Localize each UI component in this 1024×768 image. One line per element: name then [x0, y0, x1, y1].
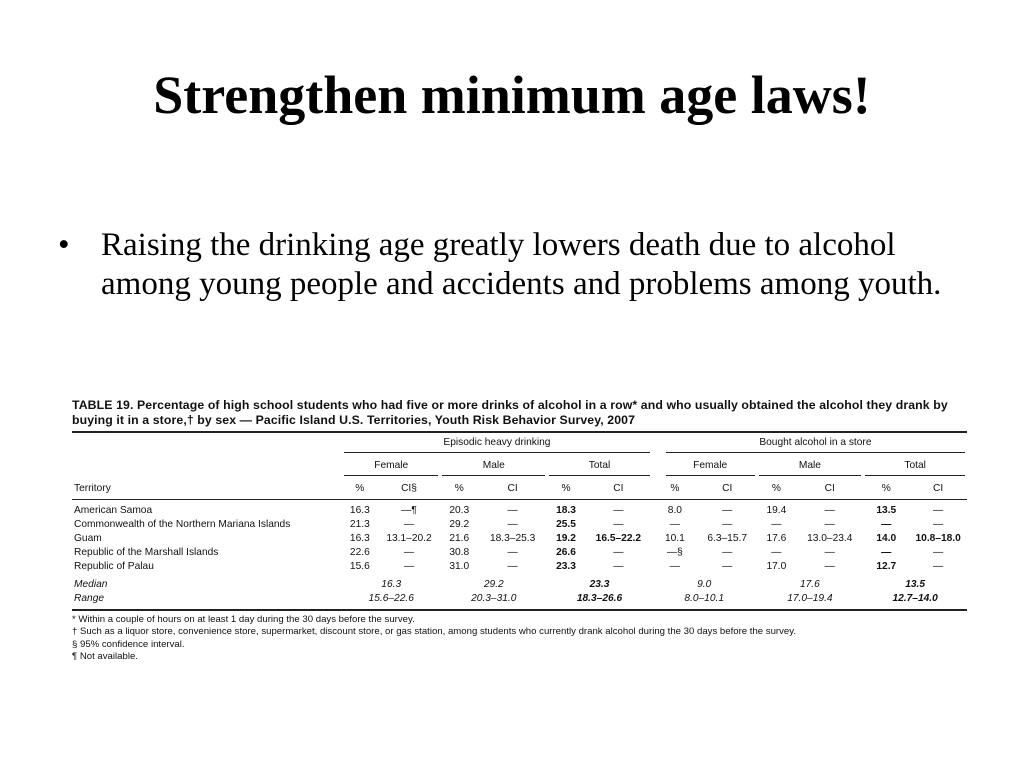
table-cell: 23.3 — [556, 561, 576, 572]
summary-value: 18.3–26.6 — [576, 593, 623, 604]
table-cell: —¶ — [401, 505, 417, 516]
table-cell: 14.0 — [876, 533, 897, 544]
summary-value: 17.0–19.4 — [787, 593, 833, 604]
table-cell: — — [933, 519, 944, 530]
table-cell: 16.3 — [349, 533, 370, 544]
column-header: CI — [613, 483, 624, 494]
table-cell: 8.0 — [667, 505, 682, 516]
table-cell: 25.5 — [556, 519, 576, 530]
table-cell: 6.3–15.7 — [707, 533, 748, 544]
bullet-text: Raising the drinking age greatly lowers death due to alcohol among young people and accidents and problems among youth. — [101, 227, 942, 302]
summary-row — [72, 592, 967, 610]
summary-value: 8.0–10.1 — [684, 593, 724, 604]
table-cell: — — [824, 547, 835, 558]
sub-header: Male — [440, 453, 547, 476]
data-table — [72, 431, 967, 611]
table-cell: 19.4 — [766, 505, 787, 516]
summary-label: Median — [74, 579, 108, 590]
column-header: % — [771, 483, 781, 494]
summary-value: 13.5 — [905, 579, 926, 590]
table-cell: 17.0 — [766, 561, 787, 572]
table-cell: 10.1 — [664, 533, 685, 544]
table-cell: — — [722, 505, 733, 516]
table-cell: 26.6 — [556, 547, 576, 558]
footnote: ¶ Not available. — [72, 650, 138, 662]
column-header: CI — [722, 483, 733, 494]
table-cell: — — [613, 561, 624, 572]
table-cell: 16.5–22.2 — [595, 533, 641, 544]
column-header: CI — [824, 483, 835, 494]
table-cell: 18.3 — [556, 505, 576, 516]
summary-row — [72, 574, 967, 592]
table-cell: — — [722, 561, 733, 572]
table-cell: — — [507, 547, 518, 558]
table-cell: — — [933, 505, 944, 516]
table-cell: — — [771, 519, 782, 530]
territory-cell: Republic of the Marshall Islands — [74, 547, 219, 558]
column-header: % — [881, 483, 891, 494]
column-header: % — [355, 483, 365, 494]
table-cell: — — [613, 547, 624, 558]
empty-header-cell — [72, 453, 342, 476]
bullet-point — [58, 226, 958, 304]
table-cell: — — [824, 505, 835, 516]
table-cell: 20.3 — [449, 505, 470, 516]
column-header-territory: Territory — [74, 483, 111, 494]
summary-value: 17.6 — [799, 579, 820, 590]
group-header-row — [72, 432, 967, 453]
table-cell: 21.3 — [349, 519, 370, 530]
table-cell: 19.2 — [556, 533, 576, 544]
sub-header-row — [72, 453, 967, 476]
table-cell: 12.7 — [876, 561, 897, 572]
table-row — [72, 532, 967, 546]
table-cell: — — [824, 519, 835, 530]
table-cell: 13.5 — [876, 505, 897, 516]
table-cell: 15.6 — [349, 561, 370, 572]
slide-title: Strengthen minimum age laws! — [153, 65, 871, 125]
column-header: % — [454, 483, 464, 494]
summary-value: 9.0 — [697, 579, 712, 590]
sub-header: Female — [652, 453, 757, 476]
sub-header: Female — [342, 453, 440, 476]
table-cell: — — [669, 519, 680, 530]
table-cell: — — [722, 519, 733, 530]
footnote: * Within a couple of hours on at least 1 day during the 30 days before the survey. — [72, 614, 415, 625]
table-cell: — — [669, 561, 680, 572]
bullet-icon: • — [58, 227, 70, 263]
table-cell: — — [881, 547, 892, 558]
table-cell: 16.3 — [349, 505, 370, 516]
table-cell: 21.6 — [449, 533, 470, 544]
footnote: § 95% confidence interval. — [72, 638, 185, 650]
column-header-row — [72, 476, 967, 500]
table-cell: — — [933, 547, 944, 558]
territory-cell: American Samoa — [74, 505, 153, 516]
table-cell: — — [824, 561, 835, 572]
sub-header: Total — [547, 453, 652, 476]
table-cell: — — [507, 519, 518, 530]
territory-cell: Commonwealth of the Northern Mariana Islands — [74, 519, 291, 530]
table-row — [72, 546, 967, 560]
sub-header: Male — [757, 453, 864, 476]
table-cell: 30.8 — [449, 547, 470, 558]
table-row — [72, 500, 967, 519]
group-header: Bought alcohol in a store — [652, 432, 967, 453]
column-header: CI — [507, 483, 518, 494]
table-row — [72, 518, 967, 532]
table-cell: — — [933, 561, 944, 572]
table-cell: 29.2 — [449, 519, 470, 530]
table-cell: — — [722, 547, 733, 558]
table-cell: 17.6 — [766, 533, 787, 544]
column-header: % — [561, 483, 571, 494]
group-header: Episodic heavy drinking — [342, 432, 652, 453]
table-cell: 10.8–18.0 — [915, 533, 961, 544]
empty-header-cell — [72, 432, 342, 453]
footnote: † Such as a liquor store, convenience store, supermarket, discount store, or gas station, among students who currently drank alcohol during the 30 days before the survey. — [72, 626, 797, 638]
summary-value: 23.3 — [589, 579, 610, 590]
summary-value: 16.3 — [381, 579, 402, 590]
table-cell: —§ — [666, 547, 683, 558]
table-cell: 13.0–23.4 — [807, 533, 853, 544]
table-cell: — — [403, 561, 415, 572]
summary-value: 29.2 — [483, 579, 504, 590]
table-cell: 18.3–25.3 — [489, 533, 536, 544]
column-header: CI§ — [401, 483, 417, 494]
column-header: % — [670, 483, 680, 494]
table-cell: — — [507, 505, 518, 516]
table-cell: — — [613, 505, 624, 516]
data-table-figure — [72, 398, 967, 663]
table-cell: 13.1–20.2 — [386, 533, 432, 544]
table-cell: 31.0 — [449, 561, 470, 572]
table-cell: — — [613, 519, 624, 530]
column-header: CI — [933, 483, 944, 494]
summary-label: Range — [74, 593, 105, 604]
table-cell: — — [771, 547, 782, 558]
table-cell: — — [403, 519, 415, 530]
table-cell: — — [403, 547, 415, 558]
table-caption: TABLE 19. Percentage of high school students who had five or more drinks of alcohol in a row* and who usually obtained the alcohol they drank by buying it in a store,† by sex — Pacific Island U.S. Territories, Youth Risk Behavior Survey, 2007 — [72, 398, 948, 427]
summary-value: 15.6–22.6 — [368, 593, 414, 604]
sub-header: Total — [863, 453, 967, 476]
table-cell: 22.6 — [349, 547, 370, 558]
summary-value: 12.7–14.0 — [892, 593, 938, 604]
territory-cell: Republic of Palau — [74, 561, 154, 572]
table-cell: — — [881, 519, 892, 530]
table-row — [72, 560, 967, 574]
table-footnotes — [72, 614, 967, 663]
table-cell: — — [507, 561, 518, 572]
territory-cell: Guam — [74, 533, 102, 544]
summary-value: 20.3–31.0 — [471, 593, 517, 604]
table-body — [72, 500, 967, 611]
